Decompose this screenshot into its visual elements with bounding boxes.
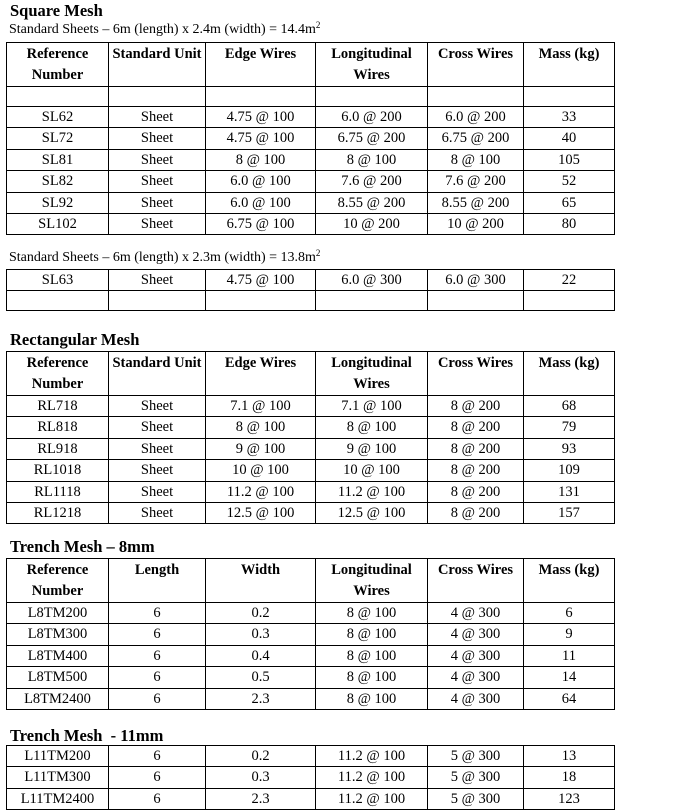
empty-cell xyxy=(109,291,206,311)
column-header-unit: Standard Unit xyxy=(109,352,206,396)
table-row xyxy=(7,171,615,192)
cell-col5: 5 @ 300 xyxy=(428,746,524,767)
cell-col3: 2.3 xyxy=(206,688,316,709)
cell-col4: 6.0 @ 200 xyxy=(316,107,428,128)
table-row xyxy=(7,788,615,809)
column-header-mass: Mass (kg) xyxy=(524,43,615,87)
column-header-col4: Longitudinal Wires xyxy=(316,352,428,396)
blank-row xyxy=(7,291,615,311)
cell-col3: 4.75 @ 100 xyxy=(206,128,316,149)
column-header-reference: Reference Number xyxy=(7,43,109,87)
trench-mesh-8mm-table xyxy=(6,558,615,710)
empty-cell xyxy=(428,87,524,107)
cell-unit: 6 xyxy=(109,688,206,709)
cell-unit: Sheet xyxy=(109,417,206,438)
cell-col5: 10 @ 200 xyxy=(428,214,524,235)
cell-col4: 6.75 @ 200 xyxy=(316,128,428,149)
cell-col3: 9 @ 100 xyxy=(206,438,316,459)
cell-mass: 65 xyxy=(524,192,615,213)
cell-col3: 10 @ 100 xyxy=(206,460,316,481)
cell-col4: 8 @ 100 xyxy=(316,645,428,666)
cell-reference: SL62 xyxy=(7,107,109,128)
table-row xyxy=(7,149,615,170)
cell-unit: Sheet xyxy=(109,149,206,170)
cell-col3: 0.3 xyxy=(206,767,316,788)
cell-col4: 8 @ 100 xyxy=(316,149,428,170)
cell-unit: Sheet xyxy=(109,128,206,149)
cell-reference: L8TM2400 xyxy=(7,688,109,709)
cell-unit: Sheet xyxy=(109,214,206,235)
square-mesh-sheet-note xyxy=(9,22,320,38)
empty-cell xyxy=(524,87,615,107)
cell-mass: 9 xyxy=(524,624,615,645)
cell-mass: 68 xyxy=(524,396,615,417)
cell-reference: SL72 xyxy=(7,128,109,149)
cell-col5: 5 @ 300 xyxy=(428,767,524,788)
cell-mass: 109 xyxy=(524,460,615,481)
column-header-reference: Reference Number xyxy=(7,559,109,603)
cell-col5: 6.0 @ 300 xyxy=(428,270,524,291)
cell-mass: 13 xyxy=(524,746,615,767)
cell-mass: 6 xyxy=(524,603,615,624)
cell-col3: 4.75 @ 100 xyxy=(206,270,316,291)
cell-unit: 6 xyxy=(109,603,206,624)
sheet-note-superscript: 2 xyxy=(315,248,321,258)
cell-reference: SL92 xyxy=(7,192,109,213)
cell-reference: SL63 xyxy=(7,270,109,291)
table-row xyxy=(7,214,615,235)
cell-mass: 40 xyxy=(524,128,615,149)
table-row xyxy=(7,460,615,481)
cell-col3: 6.75 @ 100 xyxy=(206,214,316,235)
cell-reference: RL1018 xyxy=(7,460,109,481)
cell-col5: 8 @ 200 xyxy=(428,438,524,459)
cell-reference: RL1118 xyxy=(7,481,109,502)
cell-col5: 6.0 @ 200 xyxy=(428,107,524,128)
table-row xyxy=(7,128,615,149)
table-header-row xyxy=(7,559,615,603)
empty-cell xyxy=(206,87,316,107)
empty-cell xyxy=(109,87,206,107)
table-row xyxy=(7,503,615,524)
cell-col3: 12.5 @ 100 xyxy=(206,503,316,524)
table-row xyxy=(7,396,615,417)
cell-mass: 157 xyxy=(524,503,615,524)
cell-col5: 5 @ 300 xyxy=(428,788,524,809)
cell-reference: L11TM200 xyxy=(7,746,109,767)
cell-col5: 7.6 @ 200 xyxy=(428,171,524,192)
cell-col3: 0.5 xyxy=(206,667,316,688)
cell-unit: 6 xyxy=(109,788,206,809)
cell-col5: 4 @ 300 xyxy=(428,667,524,688)
cell-mass: 105 xyxy=(524,149,615,170)
cell-unit: 6 xyxy=(109,746,206,767)
cell-col3: 6.0 @ 100 xyxy=(206,171,316,192)
square-mesh-sheet-note-b xyxy=(9,250,320,266)
cell-col4: 7.1 @ 100 xyxy=(316,396,428,417)
cell-unit: 6 xyxy=(109,624,206,645)
cell-unit: Sheet xyxy=(109,503,206,524)
cell-reference: SL82 xyxy=(7,171,109,192)
cell-col3: 6.0 @ 100 xyxy=(206,192,316,213)
cell-col5: 6.75 @ 200 xyxy=(428,128,524,149)
cell-col4: 8 @ 100 xyxy=(316,688,428,709)
cell-reference: RL818 xyxy=(7,417,109,438)
column-header-col5: Cross Wires xyxy=(428,559,524,603)
cell-unit: 6 xyxy=(109,645,206,666)
rectangular-mesh-table xyxy=(6,351,615,524)
cell-unit: 6 xyxy=(109,667,206,688)
cell-col4: 11.2 @ 100 xyxy=(316,746,428,767)
cell-reference: L11TM2400 xyxy=(7,788,109,809)
cell-unit: Sheet xyxy=(109,438,206,459)
cell-reference: SL102 xyxy=(7,214,109,235)
cell-col4: 8 @ 100 xyxy=(316,417,428,438)
empty-cell xyxy=(7,291,109,311)
table-row xyxy=(7,107,615,128)
cell-col3: 8 @ 100 xyxy=(206,149,316,170)
square-mesh-table-b xyxy=(6,269,615,311)
column-header-col3: Width xyxy=(206,559,316,603)
cell-col3: 4.75 @ 100 xyxy=(206,107,316,128)
sheet-note-text: Standard Sheets – 6m (length) x 2.3m (width) = 13.8m xyxy=(9,250,316,265)
table-row xyxy=(7,645,615,666)
cell-reference: L11TM300 xyxy=(7,767,109,788)
cell-unit: 6 xyxy=(109,767,206,788)
cell-unit: Sheet xyxy=(109,481,206,502)
column-header-col4: Longitudinal Wires xyxy=(316,43,428,87)
trench-mesh-11mm-title: Trench Mesh - 11mm xyxy=(10,726,164,745)
cell-col4: 10 @ 200 xyxy=(316,214,428,235)
table-row xyxy=(7,746,615,767)
column-header-unit: Standard Unit xyxy=(109,43,206,87)
column-header-col3: Edge Wires xyxy=(206,43,316,87)
column-header-col5: Cross Wires xyxy=(428,43,524,87)
cell-col4: 6.0 @ 300 xyxy=(316,270,428,291)
cell-unit: Sheet xyxy=(109,171,206,192)
cell-col5: 8 @ 200 xyxy=(428,460,524,481)
cell-unit: Sheet xyxy=(109,107,206,128)
trench-mesh-11mm-table xyxy=(6,745,615,810)
column-header-col4: Longitudinal Wires xyxy=(316,559,428,603)
cell-col4: 12.5 @ 100 xyxy=(316,503,428,524)
cell-col4: 8 @ 100 xyxy=(316,603,428,624)
cell-reference: RL718 xyxy=(7,396,109,417)
empty-cell xyxy=(7,87,109,107)
table-row xyxy=(7,417,615,438)
cell-mass: 33 xyxy=(524,107,615,128)
square-mesh-title: Square Mesh xyxy=(10,1,103,20)
column-header-reference: Reference Number xyxy=(7,352,109,396)
empty-cell xyxy=(428,291,524,311)
cell-col3: 8 @ 100 xyxy=(206,417,316,438)
cell-col5: 8 @ 200 xyxy=(428,417,524,438)
table-header-row xyxy=(7,43,615,87)
cell-col5: 4 @ 300 xyxy=(428,603,524,624)
cell-mass: 79 xyxy=(524,417,615,438)
square-mesh-table xyxy=(6,42,615,235)
sheet-note-superscript: 2 xyxy=(315,20,321,30)
cell-unit: Sheet xyxy=(109,270,206,291)
table-row xyxy=(7,192,615,213)
cell-col3: 7.1 @ 100 xyxy=(206,396,316,417)
column-header-col5: Cross Wires xyxy=(428,352,524,396)
cell-reference: L8TM500 xyxy=(7,667,109,688)
cell-col4: 11.2 @ 100 xyxy=(316,481,428,502)
cell-mass: 123 xyxy=(524,788,615,809)
cell-col4: 10 @ 100 xyxy=(316,460,428,481)
cell-col4: 7.6 @ 200 xyxy=(316,171,428,192)
column-header-col3: Edge Wires xyxy=(206,352,316,396)
cell-mass: 18 xyxy=(524,767,615,788)
blank-row xyxy=(7,87,615,107)
table-row xyxy=(7,767,615,788)
table-row xyxy=(7,624,615,645)
cell-col3: 0.2 xyxy=(206,746,316,767)
cell-mass: 131 xyxy=(524,481,615,502)
cell-reference: RL1218 xyxy=(7,503,109,524)
cell-col4: 8.55 @ 200 xyxy=(316,192,428,213)
column-header-unit: Length xyxy=(109,559,206,603)
cell-col5: 8 @ 100 xyxy=(428,149,524,170)
cell-col5: 8 @ 200 xyxy=(428,503,524,524)
table-row xyxy=(7,270,615,291)
cell-col3: 11.2 @ 100 xyxy=(206,481,316,502)
cell-col4: 8 @ 100 xyxy=(316,667,428,688)
cell-col5: 4 @ 300 xyxy=(428,624,524,645)
cell-mass: 11 xyxy=(524,645,615,666)
table-row xyxy=(7,603,615,624)
empty-cell xyxy=(206,291,316,311)
cell-reference: RL918 xyxy=(7,438,109,459)
cell-unit: Sheet xyxy=(109,192,206,213)
cell-mass: 64 xyxy=(524,688,615,709)
cell-col4: 9 @ 100 xyxy=(316,438,428,459)
rectangular-mesh-title: Rectangular Mesh xyxy=(10,330,140,349)
cell-reference: L8TM400 xyxy=(7,645,109,666)
cell-col5: 4 @ 300 xyxy=(428,645,524,666)
cell-col3: 2.3 xyxy=(206,788,316,809)
cell-col3: 0.4 xyxy=(206,645,316,666)
cell-mass: 93 xyxy=(524,438,615,459)
cell-reference: SL81 xyxy=(7,149,109,170)
table-row xyxy=(7,481,615,502)
cell-col4: 11.2 @ 100 xyxy=(316,788,428,809)
table-row xyxy=(7,688,615,709)
table-header-row xyxy=(7,352,615,396)
table-row xyxy=(7,667,615,688)
cell-col3: 0.2 xyxy=(206,603,316,624)
column-header-mass: Mass (kg) xyxy=(524,559,615,603)
cell-col5: 4 @ 300 xyxy=(428,688,524,709)
cell-mass: 80 xyxy=(524,214,615,235)
table-row xyxy=(7,438,615,459)
cell-mass: 52 xyxy=(524,171,615,192)
cell-col4: 8 @ 100 xyxy=(316,624,428,645)
cell-col3: 0.3 xyxy=(206,624,316,645)
cell-reference: L8TM200 xyxy=(7,603,109,624)
empty-cell xyxy=(316,291,428,311)
cell-col5: 8 @ 200 xyxy=(428,481,524,502)
cell-reference: L8TM300 xyxy=(7,624,109,645)
empty-cell xyxy=(316,87,428,107)
empty-cell xyxy=(524,291,615,311)
column-header-mass: Mass (kg) xyxy=(524,352,615,396)
cell-col5: 8 @ 200 xyxy=(428,396,524,417)
cell-unit: Sheet xyxy=(109,396,206,417)
cell-mass: 22 xyxy=(524,270,615,291)
cell-unit: Sheet xyxy=(109,460,206,481)
trench-mesh-8mm-title: Trench Mesh – 8mm xyxy=(10,537,155,556)
cell-mass: 14 xyxy=(524,667,615,688)
cell-col4: 11.2 @ 100 xyxy=(316,767,428,788)
sheet-note-text: Standard Sheets – 6m (length) x 2.4m (width) = 14.4m xyxy=(9,22,316,37)
cell-col5: 8.55 @ 200 xyxy=(428,192,524,213)
